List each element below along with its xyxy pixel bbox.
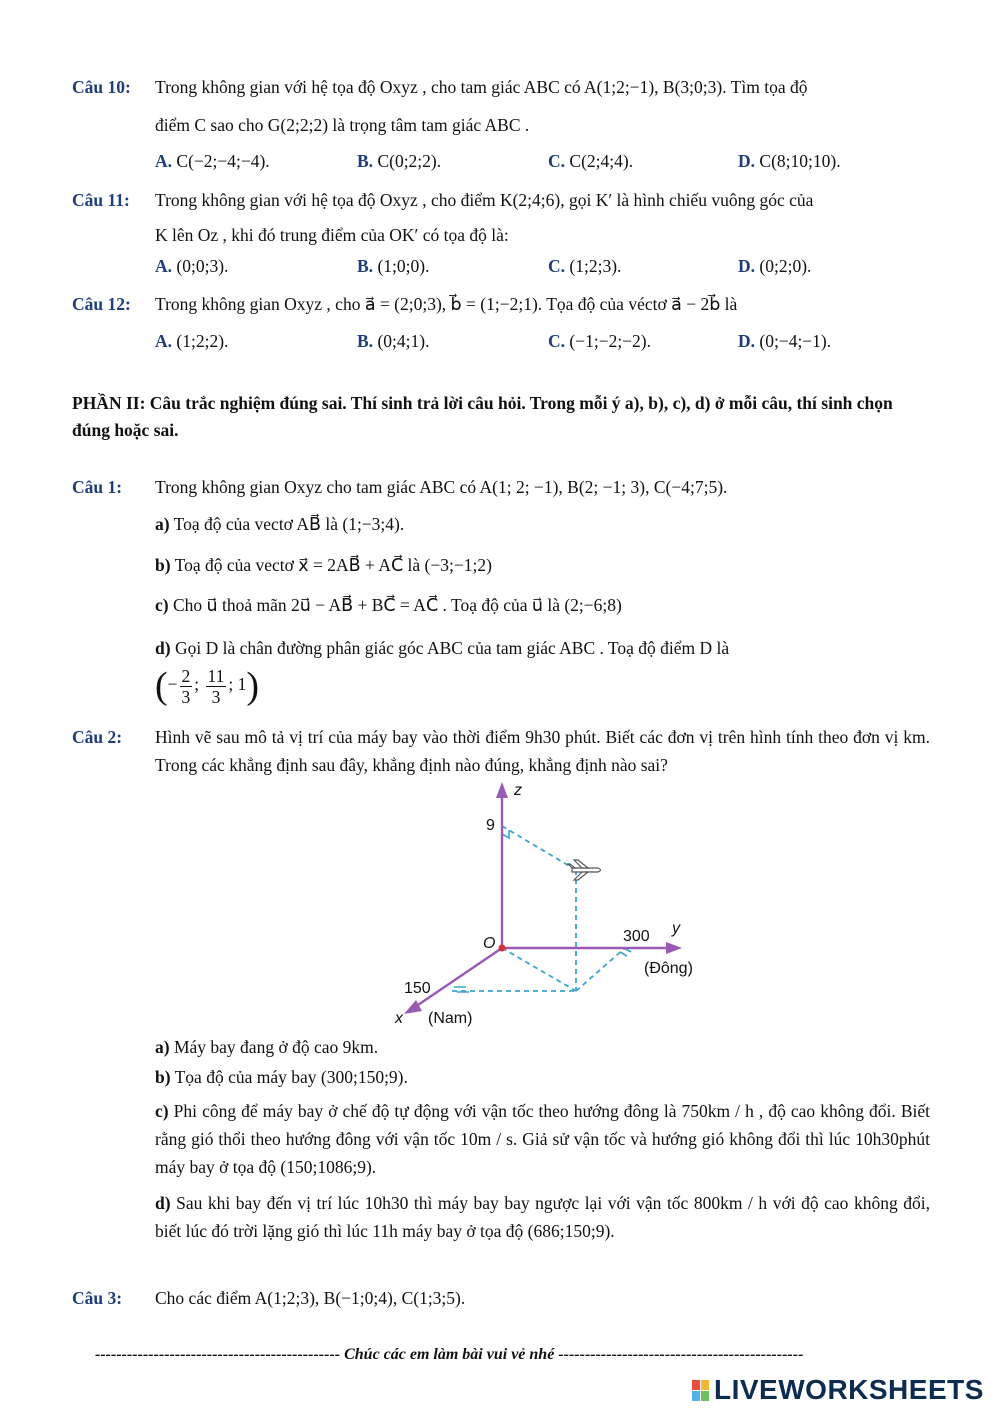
statement-c[interactable]: c) Cho u⃗ thoả mãn 2u⃗ − AB⃗ + BC⃗ = AC⃗ . Toạ độ của u⃗ là (2;−6;8) <box>155 595 622 615</box>
answer-option[interactable]: C. (−1;−2;−2). <box>548 331 652 351</box>
question-label: Câu 12: <box>72 294 131 314</box>
answer-option[interactable]: B. (1;0;0). <box>357 256 430 276</box>
airplane-icon <box>568 860 601 880</box>
fraction-coordinate: (− $\frac{2}{3}$ ; $\frac{11}{3}$ ; 1) <box>155 665 260 707</box>
y-axis-label: y <box>672 920 680 937</box>
section-heading: PHẦN II: Câu trắc nghiệm đúng sai. Thí sinh trả lời câu hỏi. Trong mỗi ý a), b), c), d) ở mỗi câu, thí sinh chọn đúng hoặc sai. <box>72 393 893 440</box>
liveworksheets-logo[interactable]: LIVEWORKSHEETS <box>692 1374 984 1406</box>
y-axis-arrow-icon <box>666 942 682 954</box>
liveworksheets-icon <box>692 1380 710 1402</box>
question-text: Trong không gian với hệ tọa độ Oxyz , cho tam giác ABC có A(1;2;−1), B(3;0;3). Tìm tọa độ <box>155 77 808 97</box>
x-axis-arrow-icon <box>404 1000 422 1014</box>
question-label: Câu 3: <box>72 1288 123 1308</box>
footer-message: ---------------------------------------------- Chúc các em làm bài vui vẻ nhé ---------------------------------------------- <box>95 1346 804 1363</box>
statement-a[interactable]: a) Toạ độ của vectơ AB⃗ là (1;−3;4). <box>155 514 405 534</box>
statement-d[interactable]: d) Sau khi bay đến vị trí lúc 10h30 thì máy bay bay ngược lại với vận tốc 800km / h với độ cao không đổi, biết lúc đó trời lặng gió thì lúc 11h máy bay ở tọa độ (686;150;9). <box>155 1193 930 1241</box>
question-label: Câu 2: <box>72 727 123 747</box>
answer-option[interactable]: D. C(8;10;10). <box>738 151 841 171</box>
origin-point <box>499 945 506 952</box>
airplane-coordinate-figure <box>380 778 720 1033</box>
question-text: Trong không gian với hệ tọa độ Oxyz , cho điểm K(2;4;6), gọi K′ là hình chiếu vuông góc của <box>155 190 814 210</box>
question-text: điểm C sao cho G(2;2;2) là trọng tâm tam giác ABC . <box>155 115 530 135</box>
statement-b[interactable]: b) Toạ độ của vectơ x⃗ = 2AB⃗ + AC⃗ là (−3;−1;2) <box>155 555 492 575</box>
statement-c[interactable]: c) Phi công để máy bay ở chế độ tự động với vận tốc theo hướng đông là 750km / h , độ cao không đổi. Biết rằng gió thổi theo hướng đông với vận tốc 10m / s. Giả sử vận tốc và hướng gió không đổi thì lúc 10h30phút máy bay ở tọa độ (150;1086;9). <box>155 1101 930 1177</box>
question-text: Hình vẽ sau mô tả vị trí của máy bay vào thời điểm 9h30 phút. Biết các đơn vị trên hình tính theo đơn vị km. Trong các khẳng định sau đây, khẳng định nào đúng, khẳng định nào sai? <box>155 727 930 775</box>
east-label: (Đông) <box>644 960 693 977</box>
x-axis-label: x <box>395 1010 403 1027</box>
statement-b[interactable]: b) Tọa độ của máy bay (300;150;9). <box>155 1067 408 1087</box>
origin-label: O <box>483 935 496 952</box>
statement-a[interactable]: a) Máy bay đang ở độ cao 9km. <box>155 1037 379 1057</box>
question-label: Câu 10: <box>72 77 131 97</box>
z-axis-label: z <box>514 782 522 799</box>
answer-option[interactable]: A. (0;0;3). <box>155 256 229 276</box>
question-text: Trong không gian Oxyz , cho a⃗ = (2;0;3), b⃗ = (1;−2;1). Tọa độ của véctơ a⃗ − 2b⃗ là <box>155 294 738 314</box>
statement-d[interactable]: d) Gọi D là chân đường phân giác góc ABC của tam giác ABC . Toạ độ điểm D là <box>155 638 730 658</box>
question-text: K lên Oz , khi đó trung điểm của OK′ có tọa độ là: <box>155 225 509 245</box>
axes <box>415 796 668 1007</box>
answer-option[interactable]: A. (1;2;2). <box>155 331 229 351</box>
z-axis-arrow-icon <box>496 782 508 798</box>
answer-option[interactable]: C. C(2;4;4). <box>548 151 634 171</box>
z-value-label: 9 <box>486 817 495 834</box>
answer-option[interactable]: A. C(−2;−4;−4). <box>155 151 270 171</box>
answer-option[interactable]: C. (1;2;3). <box>548 256 622 276</box>
answer-option[interactable]: B. C(0;2;2). <box>357 151 442 171</box>
projection-lines <box>452 826 625 991</box>
question-label: Câu 11: <box>72 190 130 210</box>
answer-option[interactable]: B. (0;4;1). <box>357 331 430 351</box>
question-label: Câu 1: <box>72 477 123 497</box>
question-text: Trong không gian Oxyz cho tam giác ABC có A(1; 2; −1), B(2; −1; 3), C(−4;7;5). <box>155 477 728 497</box>
x-value-label: 150 <box>404 980 431 997</box>
question-text: Cho các điểm A(1;2;3), B(−1;0;4), C(1;3;5). <box>155 1288 466 1308</box>
y-value-label: 300 <box>623 928 650 945</box>
south-label: (Nam) <box>428 1010 473 1027</box>
answer-option[interactable]: D. (0;−4;−1). <box>738 331 832 351</box>
answer-option[interactable]: D. (0;2;0). <box>738 256 812 276</box>
